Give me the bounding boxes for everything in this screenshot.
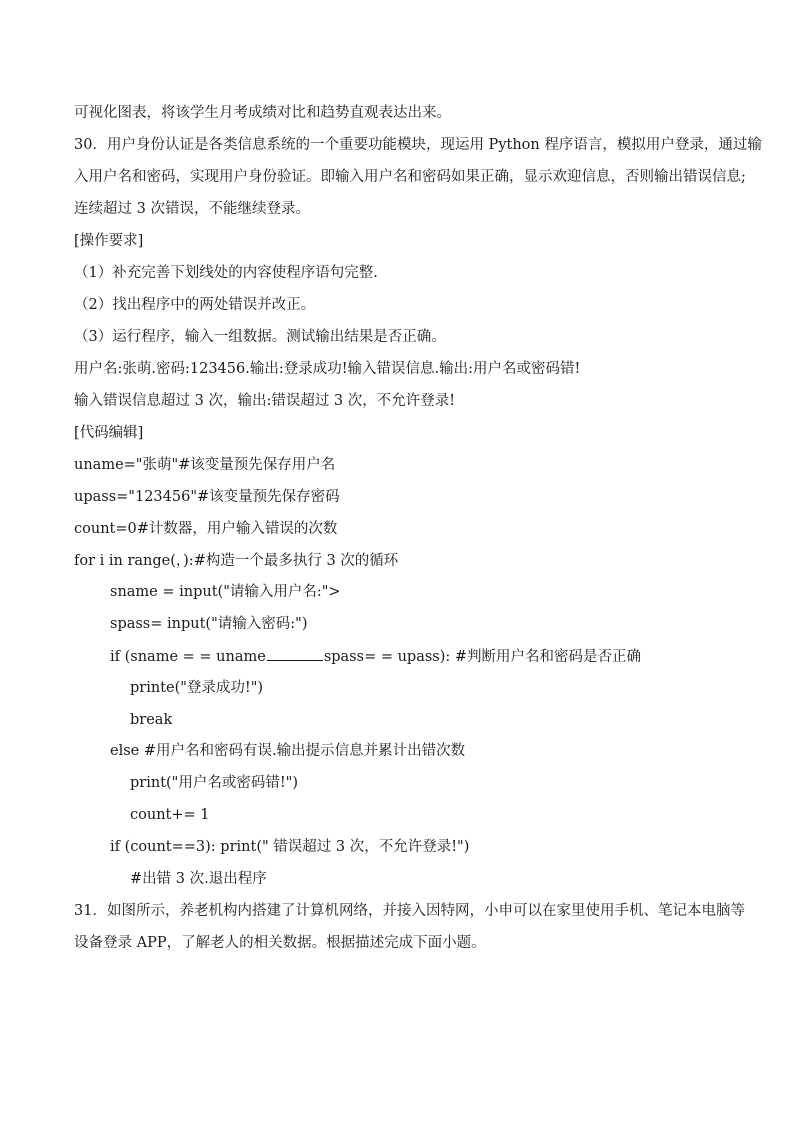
code-line-9: break [130,712,173,728]
code-edit-header: [代码编辑] [74,425,144,441]
fill-in-blank [267,646,323,661]
q30-line-1: 30．用户身份认证是各类信息系统的一个重要功能模块，现运用 Python 程序语言，模拟用户登录，通过输 [74,137,762,153]
code-line-13: if (count==3): print(" 错误超过 3 次，不允许登录!") [110,839,470,855]
requirement-3: （3）运行程序，输入一组数据。测试输出结果是否正确。 [74,329,446,345]
code-line-5: sname = input("请输入用户名:"> [110,584,341,600]
code-line-4: for i in range(，):#构造一个最多执行 3 次的循环 [74,553,399,569]
q31-line-1: 31．如图所示，养老机构内搭建了计算机网络，并接入因特网，小申可以在家里使用手机、笔记本电脑等 [74,903,745,919]
q30-line-2: 入用户名和密码，实现用户身份验证。即输入用户名和密码如果正确，显示欢迎信息，否则输出错误信息; [74,169,746,185]
code-line-10: else #用户名和密码有误.输出提示信息并累计出错次数 [110,743,466,759]
code-line-2: upass="123456"#该变量预先保存密码 [74,489,340,505]
requirement-1: （1）补充完善下划线处的内容使程序语句完整. [74,265,378,281]
code-line-6: spass= input("请输入密码:") [110,616,308,632]
code-line-11: print("用户名或密码错!") [130,775,298,791]
code-line-14: #出错 3 次.退出程序 [130,871,267,887]
code-line-12: count+= 1 [130,807,210,823]
q31-line-2: 设备登录 APP，了解老人的相关数据。根据描述完成下面小题。 [74,935,486,951]
q30-line-3: 连续超过 3 次错误，不能继续登录。 [74,201,310,217]
requirement-2: （2）找出程序中的两处错误并改正。 [74,297,316,313]
test-case-1: 用户名:张萌.密码:123456.输出:登录成功!输入错误信息.输出:用户名或密码错! [74,361,581,377]
test-case-2: 输入错误信息超过 3 次，输出:错误超过 3 次，不允许登录! [74,393,456,409]
operation-requirements-header: [操作要求] [74,233,144,249]
code-line-3: count=0#计数器，用户输入错误的次数 [74,521,338,537]
code-line-7-before-blank: if (sname = = uname [110,649,266,665]
code-line-8: printe("登录成功!") [130,680,264,696]
code-line-1: uname="张萌"#该变量预先保存用户名 [74,457,336,473]
code-line-7 [110,646,641,667]
code-line-7-after-blank: spass= = upass): #判断用户名和密码是否正确 [323,649,642,665]
intro-tail-text: 可视化图表，将该学生月考成绩对比和趋势直观表达出来。 [74,105,451,121]
